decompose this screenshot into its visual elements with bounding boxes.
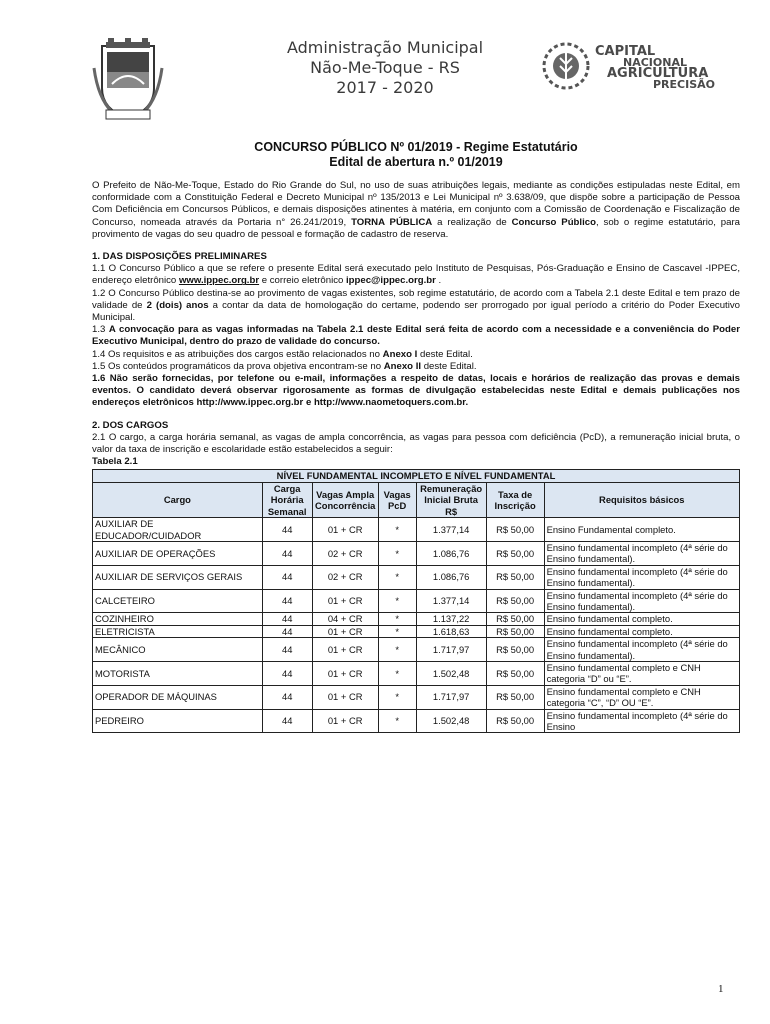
cell-carga: 44 <box>262 518 312 542</box>
table-row <box>93 709 740 733</box>
cell-cargo: PEDREIRO <box>93 709 263 733</box>
intro-paragraph: O Prefeito de Não-Me-Toque, Estado do Rio Grande do Sul, no uso de suas atribuições legais, mediante as condições estipuladas neste Edital, em conformidade com a Constituição Federal e Decreto Municipal nº 135/2013 e Lei Municipal nº 3.638/09, que dispõe sobre a participação de Pessoa Com Deficiência em Concursos Públicos, e demais disposições atinentes à matéria, em conjunto com a Comissão de Coordenação e Fiscalização de Concurso, nomeada através da Portaria n° 26.241/2019, TORNA PÚBLICA a realização de Concurso Público, sob o regime estatutário, para provimento de vagas do seu quadro de pessoal e formação de cadastro de reserva. <box>92 180 740 240</box>
cell-pcd: * <box>378 638 416 662</box>
table-row <box>93 685 740 709</box>
cell-requisitos: Ensino Fundamental completo. <box>544 518 739 542</box>
cell-remuneracao: 1.717,97 <box>416 638 486 662</box>
table-row <box>93 589 740 613</box>
header-title-line3: 2017 - 2020 <box>336 78 434 97</box>
positions-table <box>92 469 740 733</box>
paragraph-1-6: 1.6 Não serão fornecidas, por telefone ou e-mail, informações a respeito de datas, locais e horários de realização das provas e demais eventos. O candidato deverá observar rigorosamente as formas de divulgação estabelecidas neste Edital e demais publicações nos endereços eletrônicos http://www.ippec.org.br e http://www.naometoquers.com.br. <box>92 373 740 409</box>
col-header-ampla: Vagas Ampla Concorrência <box>312 482 378 517</box>
cell-requisitos: Ensino fundamental completo e CNH categoria “D” ou “E”. <box>544 661 739 685</box>
paragraph-1-1: 1.1 O Concurso Público a que se refere o presente Edital será executado pelo Instituto de Pesquisas, Pós-Graduação e Ensino de Cascavel -IPPEC, endereço eletrônico www.ippec.org.br e correio eletrônico ippec@ippec.org.br . <box>92 263 740 287</box>
cell-pcd: * <box>378 613 416 625</box>
cell-requisitos: Ensino fundamental incompleto (4ª série do Ensino <box>544 709 739 733</box>
cell-requisitos: Ensino fundamental incompleto (4ª série do Ensino fundamental). <box>544 638 739 662</box>
cell-ampla: 01 + CR <box>312 661 378 685</box>
paragraph-2-1: 2.1 O cargo, a carga horária semanal, as vagas de ampla concorrência, as vagas para pessoa com deficiência (PcD), a remuneração inicial bruta, o valor da taxa de inscrição e escolaridade estão estabelecidos a seguir: <box>92 431 740 456</box>
cell-carga: 44 <box>262 565 312 589</box>
cell-carga: 44 <box>262 709 312 733</box>
cell-remuneracao: 1.137,22 <box>416 613 486 625</box>
ippec-website-link[interactable]: www.ippec.org.br <box>178 275 260 287</box>
header-title-line2: Não-Me-Toque - RS <box>310 58 460 77</box>
table-row <box>93 565 740 589</box>
paragraph-1-3: 1.3 A convocação para as vagas informadas na Tabela 2.1 deste Edital será feita de acordo com a necessidade e a conveniência do Poder Executivo Municipal, dentro do prazo de validade do concurso. <box>92 324 740 348</box>
table-row <box>93 613 740 625</box>
cell-ampla: 01 + CR <box>312 638 378 662</box>
col-header-taxa: Taxa de Inscrição <box>486 482 544 517</box>
cell-taxa: R$ 50,00 <box>486 589 544 613</box>
cell-carga: 44 <box>262 589 312 613</box>
cell-ampla: 01 + CR <box>312 518 378 542</box>
cell-ampla: 02 + CR <box>312 541 378 565</box>
cell-taxa: R$ 50,00 <box>486 638 544 662</box>
cell-requisitos: Ensino fundamental completo. <box>544 625 739 637</box>
cell-requisitos: Ensino fundamental completo e CNH categoria “C”, “D” OU “E”. <box>544 685 739 709</box>
page-number: 1 <box>718 983 724 995</box>
cell-pcd: * <box>378 565 416 589</box>
col-header-cargo: Cargo <box>93 482 263 517</box>
col-header-pcd: Vagas PcD <box>378 482 416 517</box>
paragraph-1-2: 1.2 O Concurso Público destina-se ao provimento de vagas existentes, sob regime estatutário, de acordo com a Tabela 2.1 deste Edital e tem prazo de validade de 2 (dois) anos a contar da data de homologação do certame, podendo ser prorrogado por igual período a critério do Poder Executivo Municipal. <box>92 287 740 324</box>
cell-cargo: COZINHEIRO <box>93 613 263 625</box>
cell-ampla: 04 + CR <box>312 613 378 625</box>
cell-taxa: R$ 50,00 <box>486 685 544 709</box>
cell-ampla: 01 + CR <box>312 589 378 613</box>
section-1-heading: 1. DAS DISPOSIÇÕES PRELIMINARES <box>92 251 267 263</box>
cell-carga: 44 <box>262 613 312 625</box>
table-label: Tabela 2.1 <box>92 456 138 468</box>
cell-cargo: AUXILIAR DE SERVIÇOS GERAIS <box>93 565 263 589</box>
logo-line1: CAPITAL <box>595 44 656 59</box>
table-row <box>93 518 740 542</box>
cell-carga: 44 <box>262 685 312 709</box>
cell-remuneracao: 1.086,76 <box>416 565 486 589</box>
section-2-heading: 2. DOS CARGOS <box>92 419 169 431</box>
document-title: CONCURSO PÚBLICO Nº 01/2019 - Regime Estatutário <box>254 140 578 154</box>
header-title-line1: Administração Municipal <box>286 38 484 57</box>
cell-pcd: * <box>378 685 416 709</box>
ippec-email[interactable]: ippec@ippec.org.br <box>346 275 436 287</box>
paragraph-1-4: 1.4 Os requisitos e as atribuições dos cargos estão relacionados no Anexo I deste Edital. <box>92 348 473 360</box>
cell-pcd: * <box>378 661 416 685</box>
cell-cargo: OPERADOR DE MÁQUINAS <box>93 685 263 709</box>
logo-line4: PRECISÃO <box>653 78 715 91</box>
cell-cargo: MOTORISTA <box>93 661 263 685</box>
cell-ampla: 01 + CR <box>312 685 378 709</box>
cell-taxa: R$ 50,00 <box>486 565 544 589</box>
cell-pcd: * <box>378 709 416 733</box>
table-row <box>93 625 740 637</box>
cell-remuneracao: 1.618,63 <box>416 625 486 637</box>
document-subtitle: Edital de abertura n.º 01/2019 <box>329 155 503 169</box>
cell-pcd: * <box>378 518 416 542</box>
cell-remuneracao: 1.717,97 <box>416 685 486 709</box>
wheat-emblem-icon <box>540 40 592 92</box>
cell-cargo: CALCETEIRO <box>93 589 263 613</box>
cell-taxa: R$ 50,00 <box>486 709 544 733</box>
cell-cargo: AUXILIAR DE EDUCADOR/CUIDADOR <box>93 518 263 542</box>
cell-taxa: R$ 50,00 <box>486 613 544 625</box>
cell-carga: 44 <box>262 625 312 637</box>
cell-carga: 44 <box>262 638 312 662</box>
table-row <box>93 638 740 662</box>
cell-remuneracao: 1.086,76 <box>416 541 486 565</box>
cell-cargo: AUXILIAR DE OPERAÇÕES <box>93 541 263 565</box>
cell-requisitos: Ensino fundamental incompleto (4ª série do Ensino fundamental). <box>544 589 739 613</box>
col-header-requisitos: Requisitos básicos <box>544 482 739 517</box>
col-header-carga: Carga Horária Semanal <box>262 482 312 517</box>
cell-cargo: ELETRICISTA <box>93 625 263 637</box>
table-row <box>93 661 740 685</box>
logo-line3: AGRICULTURA <box>607 66 709 81</box>
cell-carga: 44 <box>262 541 312 565</box>
page-header <box>0 0 770 125</box>
cell-ampla: 02 + CR <box>312 565 378 589</box>
cell-cargo: MECÂNICO <box>93 638 263 662</box>
col-header-remuneracao: Remuneração Inicial Bruta R$ <box>416 482 486 517</box>
capital-nacional-logo <box>540 40 730 100</box>
cell-remuneracao: 1.502,48 <box>416 661 486 685</box>
logo-line2: NACIONAL <box>623 56 687 69</box>
municipal-crest <box>92 38 164 124</box>
table-band-heading: NÍVEL FUNDAMENTAL INCOMPLETO E NÍVEL FUNDAMENTAL <box>93 470 740 482</box>
cell-requisitos: Ensino fundamental completo. <box>544 613 739 625</box>
document-body <box>92 140 740 733</box>
cell-ampla: 01 + CR <box>312 625 378 637</box>
cell-remuneracao: 1.377,14 <box>416 518 486 542</box>
cell-ampla: 01 + CR <box>312 709 378 733</box>
cell-remuneracao: 1.377,14 <box>416 589 486 613</box>
cell-taxa: R$ 50,00 <box>486 541 544 565</box>
paragraph-1-5: 1.5 Os conteúdos programáticos da prova objetiva encontram-se no Anexo II deste Edital. <box>92 360 477 372</box>
cell-carga: 44 <box>262 661 312 685</box>
header-titles <box>255 38 515 98</box>
cell-pcd: * <box>378 541 416 565</box>
cell-taxa: R$ 50,00 <box>486 625 544 637</box>
cell-requisitos: Ensino fundamental incompleto (4ª série do Ensino fundamental). <box>544 541 739 565</box>
cell-pcd: * <box>378 625 416 637</box>
table-row <box>93 541 740 565</box>
cell-taxa: R$ 50,00 <box>486 661 544 685</box>
cell-taxa: R$ 50,00 <box>486 518 544 542</box>
cell-remuneracao: 1.502,48 <box>416 709 486 733</box>
cell-pcd: * <box>378 589 416 613</box>
cell-requisitos: Ensino fundamental incompleto (4ª série do Ensino fundamental). <box>544 565 739 589</box>
